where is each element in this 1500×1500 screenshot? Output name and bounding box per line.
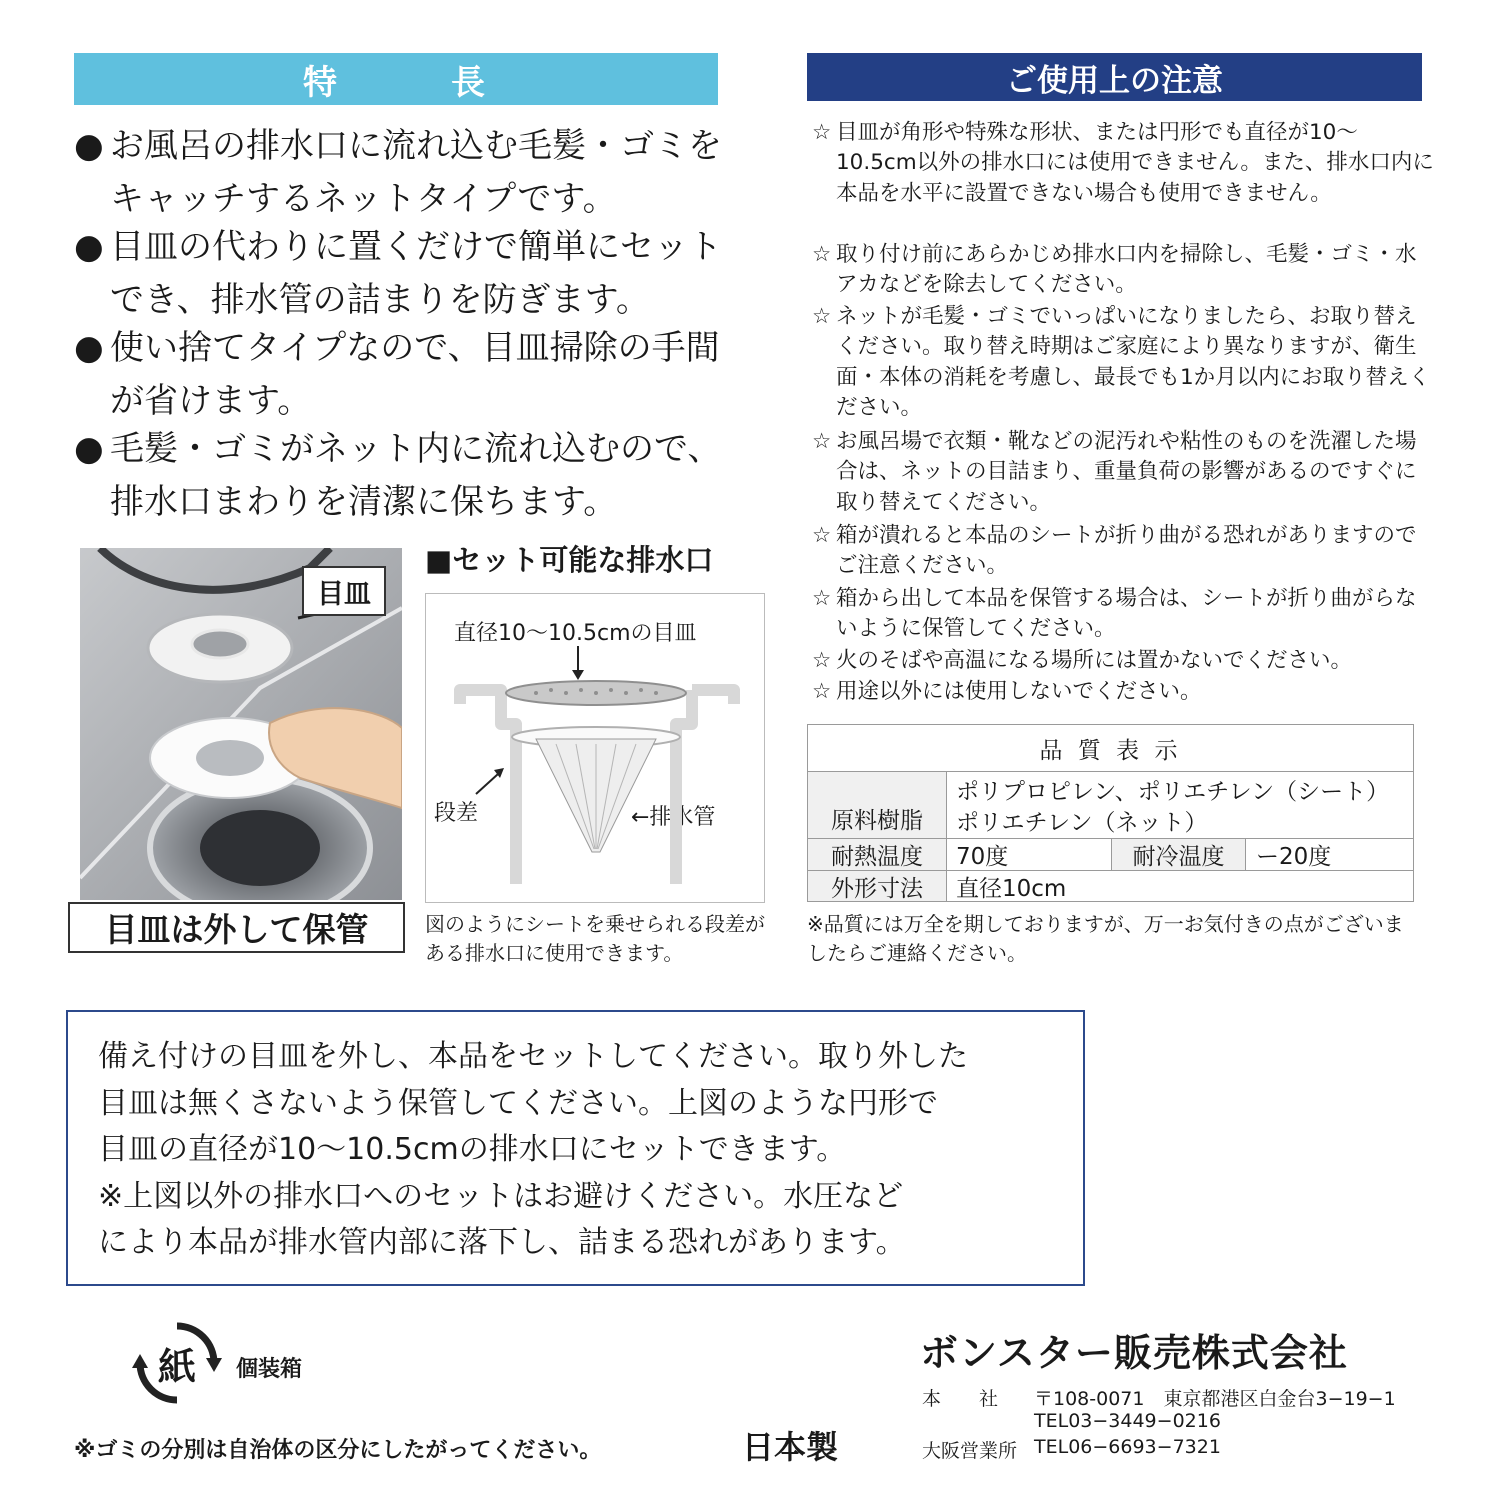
cold-label: 耐冷温度: [1112, 839, 1245, 870]
meza-tag: 目皿: [302, 566, 386, 616]
feature-text: お風呂の排水口に流れ込む毛髪・ゴミをキャッチするネットタイプです。: [110, 126, 722, 219]
note-item: [812, 646, 1437, 676]
note-text: お風呂場で衣類・靴などの泥汚れや粘性のものを洗濯した場合は、ネットの目詰まり、重量負荷の影響があるのですぐに取り替えてください。: [836, 429, 1417, 515]
material-label: 原料樹脂: [808, 772, 946, 864]
notes-header: ご使用上の注意: [807, 53, 1422, 101]
star-icon: ☆: [812, 648, 832, 673]
note-item: [812, 240, 1437, 301]
heat-label: 耐熱温度: [808, 839, 946, 870]
feature-item: [74, 221, 724, 327]
features-header-char-2: 長: [451, 62, 489, 103]
note-item: [812, 427, 1437, 518]
instruction-line: 目皿の直径が10〜10.5cmの排水口にセットできます。: [98, 1132, 847, 1167]
feature-text: 使い捨てタイプなので、目皿掃除の手間が省けます。: [110, 328, 720, 421]
instruction-line: 目皿は無くさないよう保管してください。上図のような円形で: [98, 1085, 938, 1121]
note-item: [812, 584, 1437, 645]
quality-table: [807, 724, 1414, 902]
note-text: 目皿が角形や特殊な形状、または円形でも直径が10〜10.5cm以外の排水口には使用できません。また、排水口内に本品を水平に設置できない場合も使用できません。: [836, 120, 1434, 206]
note-text: 火のそばや高温になる場所には置かないでください。: [836, 648, 1353, 673]
note-item: [812, 677, 1437, 707]
bullet-icon: ●: [74, 429, 104, 469]
size-label: 外形寸法: [808, 871, 946, 901]
made-in-japan: 日本製: [742, 1428, 839, 1466]
star-icon: ☆: [812, 304, 832, 329]
note-text: 用途以外には使用しないでください。: [836, 679, 1202, 704]
diagram-step-label: 段差: [434, 801, 479, 826]
instruction-line: ※上図以外の排水口へのセットはお避けください。水圧など: [98, 1178, 904, 1214]
feature-item: [74, 423, 724, 529]
star-icon: ☆: [812, 429, 832, 454]
recycle-mark-label: 紙: [157, 1344, 196, 1389]
feature-item: [74, 120, 724, 226]
star-icon: ☆: [812, 523, 832, 548]
diagram-pipe-label: ←排水管: [631, 805, 716, 830]
bullet-icon: ●: [74, 227, 104, 267]
bullet-icon: ●: [74, 126, 104, 166]
hq-tel: TEL03−3449−0216: [1034, 1410, 1221, 1432]
note-item: [812, 521, 1437, 582]
heat-value: 70度: [956, 844, 1009, 870]
instruction-line: により本品が排水管内部に落下し、詰まる恐れがあります。: [98, 1225, 906, 1260]
diagram-title: ■セット可能な排水口: [425, 543, 714, 577]
cold-value: ー20度: [1256, 844, 1332, 870]
instructions-box: [66, 1010, 1085, 1286]
hq-address: 〒108-0071 東京都港区白金台3−19−1: [1034, 1388, 1396, 1410]
material-value-line-1: ポリプロピレン、ポリエチレン（シート）: [956, 778, 1390, 805]
star-icon: ☆: [812, 679, 832, 704]
diagram-caption: 図のようにシートを乗せられる段差がある排水口に使用できます。: [425, 912, 765, 965]
recycle-label: 個装箱: [236, 1357, 303, 1382]
star-icon: ☆: [812, 120, 832, 145]
note-text: 取り付け前にあらかじめ排水口内を掃除し、毛髪・ゴミ・水アカなどを除去してください。: [836, 242, 1417, 298]
quality-note: ※品質には万全を期しておりますが、万一お気付きの点がございましたらご連絡ください。: [807, 912, 1404, 965]
star-icon: ☆: [812, 242, 832, 267]
note-item: [812, 302, 1437, 423]
feature-text: 目皿の代わりに置くだけで簡単にセットでき、排水管の詰まりを防ぎます。: [110, 227, 722, 320]
note-text: 箱から出して本品を保管する場合は、シートが折り曲がらないように保管してください。: [836, 586, 1417, 642]
note-text: 箱が潰れると本品のシートが折り曲がる恐れがありますのでご注意ください。: [836, 523, 1417, 579]
diagram-top-label: 直径10〜10.5cmの目皿: [454, 621, 697, 646]
osaka-tel: TEL06−6693−7321: [1034, 1436, 1221, 1458]
feature-text: 毛髪・ゴミがネット内に流れ込むので、排水口まわりを清潔に保ちます。: [110, 429, 722, 522]
material-value-line-2: ポリエチレン（ネット）: [956, 809, 1208, 836]
features-header-char-1: 特: [303, 62, 341, 103]
bullet-icon: ●: [74, 328, 104, 368]
company-name: ボンスター販売株式会社: [920, 1331, 1348, 1375]
feature-item: [74, 322, 724, 428]
hq-label: 本 社: [922, 1388, 999, 1410]
quality-title: 品 質 表 示: [1039, 737, 1182, 764]
star-icon: ☆: [812, 586, 832, 611]
osaka-label: 大阪営業所: [922, 1440, 1018, 1462]
note-text: ネットが毛髪・ゴミでいっぱいになりましたら、お取り替えください。取り替え時期はご家庭により異なりますが、衛生面・本体の消耗を考慮し、最長でも1か月以内にお取り替えください。: [836, 304, 1431, 420]
paper-recycle-icon: [132, 1318, 222, 1408]
drain-diagram: [425, 593, 765, 903]
note-item: [812, 118, 1437, 209]
disposal-note: ※ゴミの分別は自治体の区分にしたがってください。: [74, 1438, 602, 1463]
instruction-line: 備え付けの目皿を外し、本品をセットしてください。取り外した: [98, 1039, 968, 1074]
keep-caption: 目皿は外して保管: [68, 902, 405, 953]
features-header: [74, 53, 718, 105]
drain-cross-section-icon: [426, 594, 764, 902]
size-value: 直径10cm: [956, 875, 1067, 902]
